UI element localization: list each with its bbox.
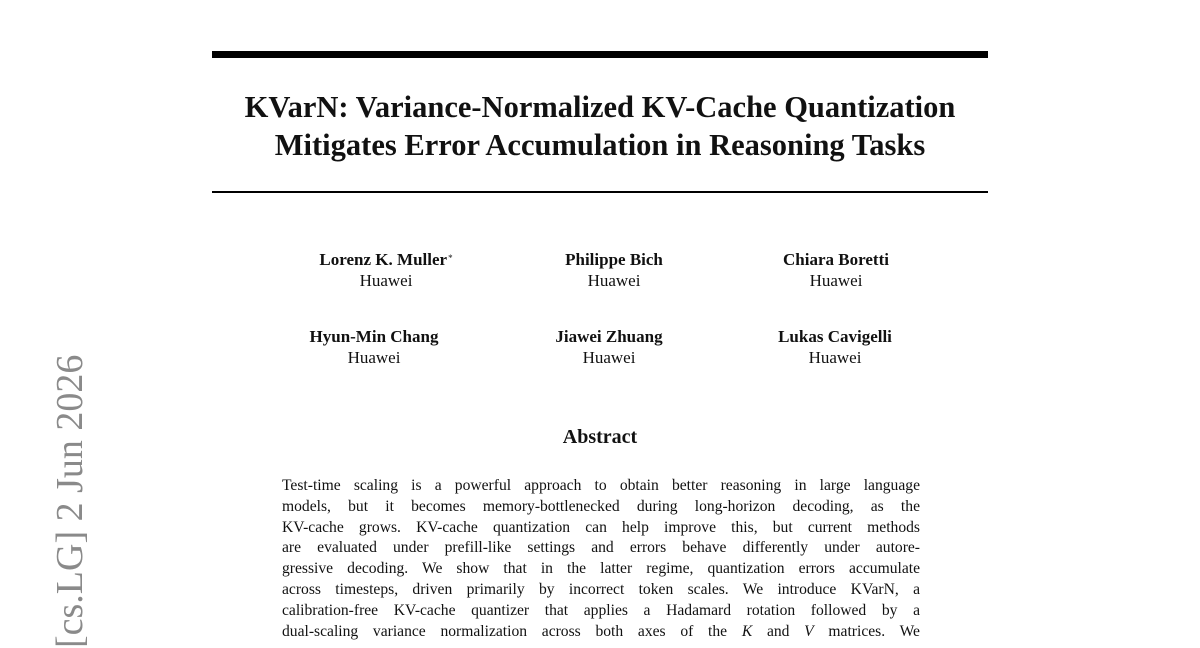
title-line-1: KVarN: Variance-Normalized KV-Cache Quantization xyxy=(244,90,956,124)
abstract-heading: Abstract xyxy=(562,426,638,448)
author-affiliation: Huawei xyxy=(587,271,641,290)
abstract-line: gressive decoding. We show that in the latter regime, quantization errors accumulate xyxy=(282,560,920,578)
abstract-line: KV-cache grows. KV-cache quantization can help improve this, but current methods xyxy=(282,518,920,536)
corresponding-author-mark: * xyxy=(448,253,453,263)
abstract-line: calibration-free KV-cache quantizer that applies a Hadamard rotation followed by a xyxy=(282,601,920,619)
author-name: Lukas Cavigelli xyxy=(778,327,892,346)
author-affiliation: Huawei xyxy=(347,348,401,367)
author-affiliation: Huawei xyxy=(808,348,862,367)
author-block xyxy=(489,326,729,368)
arxiv-side-stamp: [cs.LG] 2 Jun 2026 xyxy=(49,354,91,648)
abstract-line: models, but it becomes memory-bottlenecked during long-horizon decoding, as the xyxy=(282,497,920,515)
abstract-line: are evaluated under prefill-like settings and errors behave differently under autore- xyxy=(282,539,920,557)
author-block xyxy=(715,326,955,368)
top-rule xyxy=(212,51,988,58)
author-affiliation: Huawei xyxy=(809,271,863,290)
author-block xyxy=(494,249,734,291)
math-var-k: K xyxy=(741,622,753,640)
author-affiliation: Huawei xyxy=(582,348,636,367)
author-block xyxy=(254,326,494,368)
author-block xyxy=(266,249,506,291)
author-name: Hyun-Min Chang xyxy=(309,327,439,346)
title-bottom-rule xyxy=(212,191,988,193)
author-name: Lorenz K. Muller* xyxy=(319,250,453,269)
math-var-v: V xyxy=(804,622,814,640)
abstract-text xyxy=(282,476,920,642)
author-name: Chiara Boretti xyxy=(783,250,889,269)
paper-title xyxy=(200,88,1000,164)
author-affiliation: Huawei xyxy=(359,271,413,290)
author-name: Jiawei Zhuang xyxy=(555,327,663,346)
author-block xyxy=(716,249,956,291)
title-line-2: Mitigates Error Accumulation in Reasoning Tasks xyxy=(274,128,926,162)
abstract-line: across timesteps, driven primarily by incorrect token scales. We introduce KVarN, a xyxy=(282,580,920,598)
abstract-line: dual-scaling variance normalization across both axes of the K and V matrices. We xyxy=(282,622,920,640)
author-name: Philippe Bich xyxy=(565,250,663,269)
abstract-line: Test-time scaling is a powerful approach to obtain better reasoning in large language xyxy=(282,477,920,494)
